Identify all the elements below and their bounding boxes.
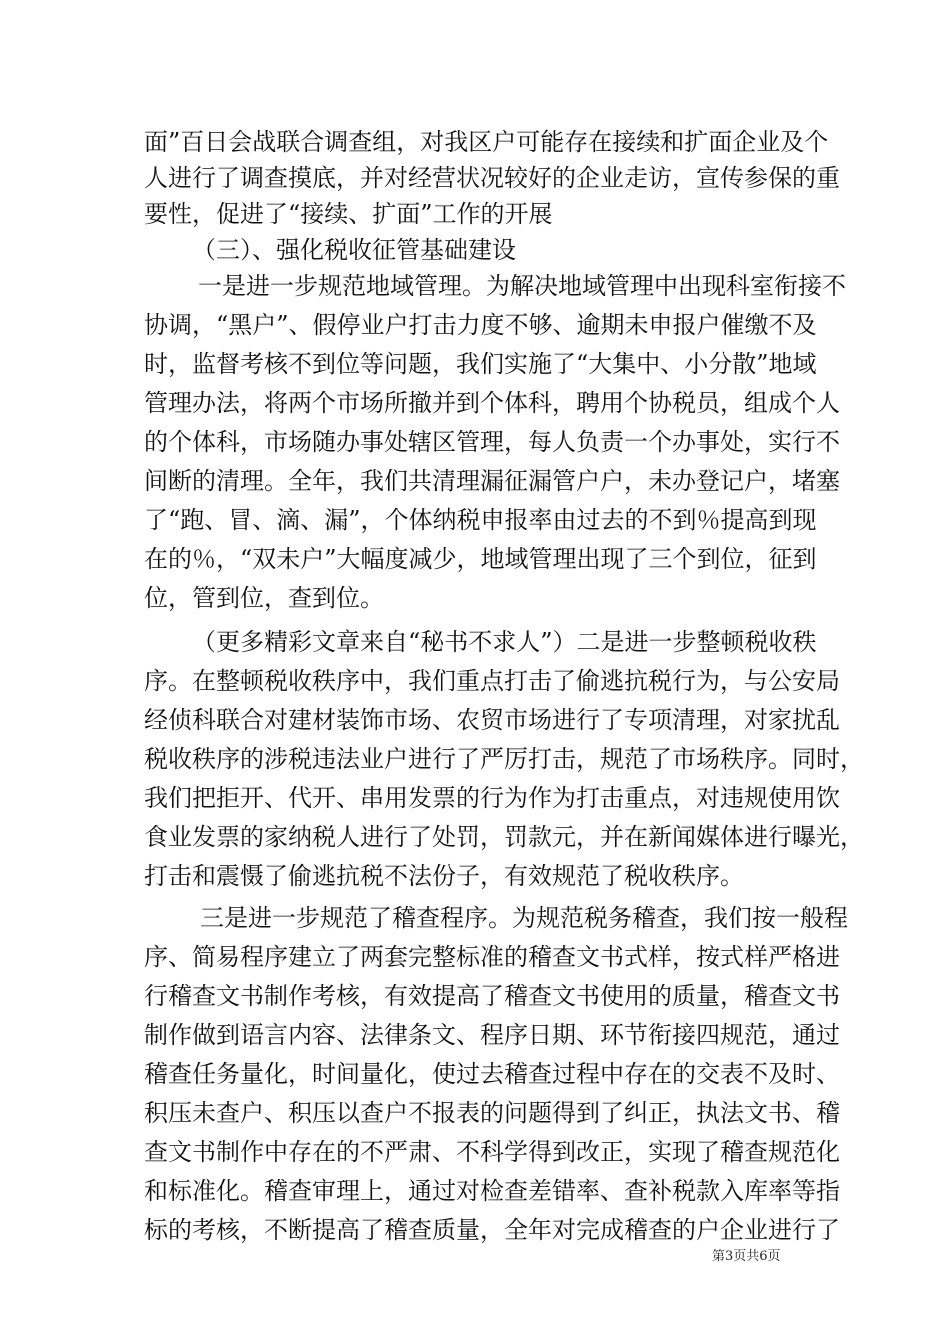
body-text-line: 稽查任务量化，时间量化，使过去稽查过程中存在的交表不及时、 [144,1060,840,1088]
body-text-line: 面”百日会战联合调查组，对我区户可能存在接续和扩面企业及个 [144,128,829,156]
body-text-line: 协调，“黑户”、假停业户打击力度不够、逾期未申报户催缴不及 [144,311,817,339]
body-text-line: 了“跑、冒、滴、漏”，个体纳税申报率由过去的不到％提高到现 [144,506,817,534]
section-heading: （三）、强化税收征管基础建设 [192,236,516,264]
body-text-line: 序、简易程序建立了两套完整标准的稽查文书式样，按式样严格进 [144,943,840,971]
body-text-line: 经侦科联合对建材装饰市场、农贸市场进行了专项清理，对家扰乱 [144,706,840,734]
body-text-line: 管理办法，将两个市场所撤并到个体科，聘用个协税员，组成个人 [144,389,840,417]
body-text-line: 税收秩序的涉税违法业户进行了严厉打击，规范了市场秩序。同时， [144,745,864,773]
body-text-line: 三是进一步规范了稽查程序。为规范税务稽查，我们按一般程 [200,904,848,932]
body-text-line: 人进行了调查摸底，并对经营状况较好的企业走访，宣传参保的重 [144,164,840,192]
body-text-line: 序。在整顿税收秩序中，我们重点打击了偷逃抗税行为，与公安局 [144,667,840,695]
body-text-line: 标的考核，不断提高了稽查质量，全年对完成稽查的户企业进行了 [144,1216,840,1244]
body-text-line: 在的％，“双未户”大幅度减少，地域管理出现了三个到位，征到 [144,545,817,573]
body-text-line: 食业发票的家纳税人进行了处罚，罚款元，并在新闻媒体进行曝光， [144,823,864,851]
body-text-line: （更多精彩文章来自“秘书不求人”）二是进一步整顿税收秩 [192,628,817,656]
body-text-line: 要性，促进了“接续、扩面”工作的开展 [144,200,553,228]
body-text-line: 一是进一步规范地域管理。为解决地域管理中出现科室衔接不 [198,272,846,300]
page-number: 第3页共6页 [712,1249,781,1264]
body-text-line: 打击和震慑了偷逃抗税不法份子，有效规范了税收秩序。 [144,862,744,890]
body-text-line: 积压未查户、积压以查户不报表的问题得到了纠正，执法文书、稽 [144,1099,840,1127]
body-text-line: 位，管到位，查到位。 [144,584,384,612]
body-text-line: 查文书制作中存在的不严肃、不科学得到改正，实现了稽查规范化 [144,1138,840,1166]
body-text-line: 间断的清理。全年，我们共清理漏征漏管户户，未办登记户，堵塞 [144,467,840,495]
body-text-line: 时，监督考核不到位等问题，我们实施了“大集中、小分散”地域 [144,350,817,378]
body-text-line: 我们把拒开、代开、串用发票的行为作为打击重点，对违规使用饮 [144,784,840,812]
body-text-line: 行稽查文书制作考核，有效提高了稽查文书使用的质量，稽查文书 [144,982,840,1010]
body-text-line: 的个体科，市场随办事处辖区管理，每人负责一个办事处，实行不 [144,428,840,456]
body-text-line: 制作做到语言内容、法律条文、程序日期、环节衔接四规范，通过 [144,1021,840,1049]
body-text-line: 和标准化。稽查审理上，通过对检查差错率、查补税款入库率等指 [144,1177,840,1205]
